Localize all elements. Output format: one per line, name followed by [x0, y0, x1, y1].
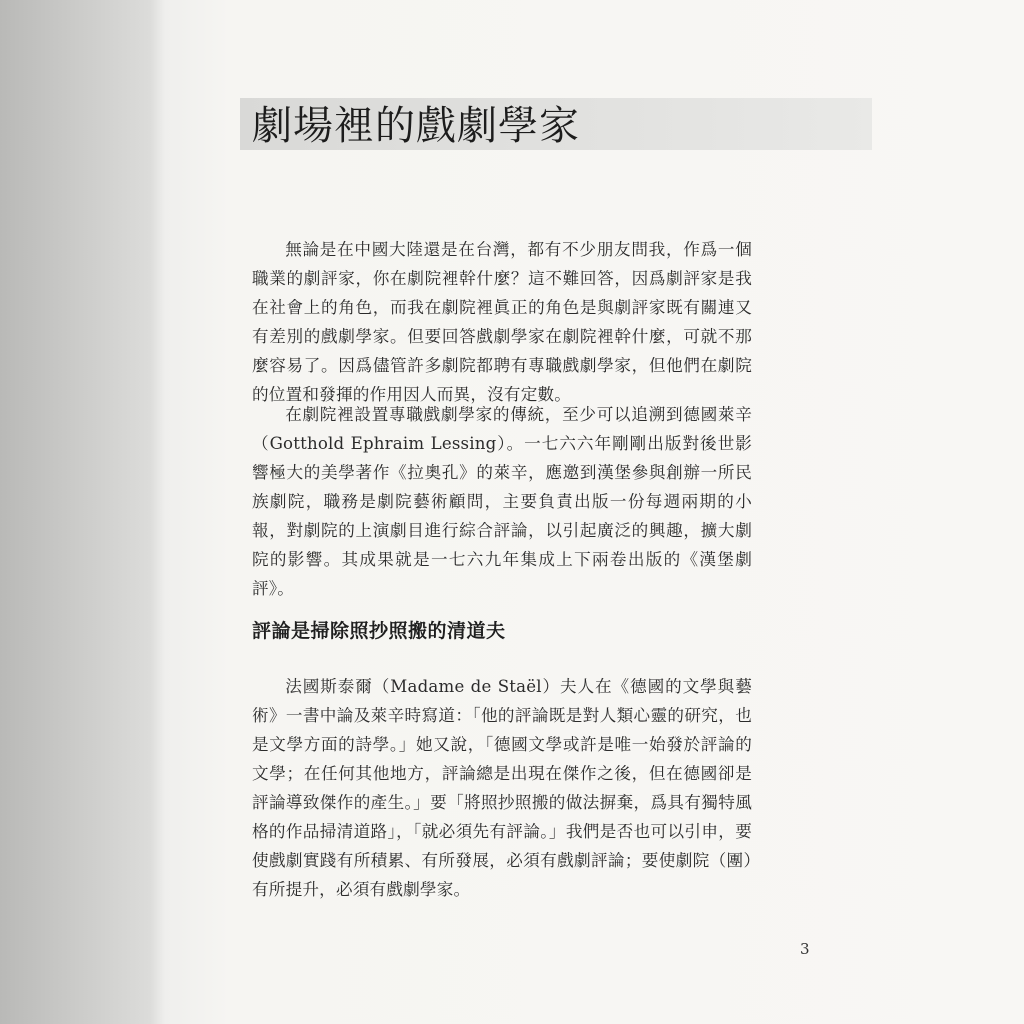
page-number: 3 — [800, 940, 810, 958]
paragraph-2: 在劇院裡設置專職戲劇學家的傳統，至少可以追溯到德國萊辛（Gotthold Ephraim Lessing）。一七六六年剛剛出版對後世影響極大的美學著作《拉奧孔》的萊辛，應邀到漢堡參與創辦一所民族劇院，職務是劇院藝術顧問，主要負責出版一份每週兩期的小報，對劇院的上演劇目進行綜合評論，以引起廣泛的興趣，擴大劇院的影響。其成果就是一七六九年集成上下兩卷出版的《漢堡劇評》。 — [252, 405, 752, 598]
section-paragraph: 法國斯泰爾（Madame de Staël）夫人在《德國的文學與藝術》一書中論及萊辛時寫道：「他的評論既是對人類心靈的研究，也是文學方面的詩學。」她又說，「德國文學或許是唯一始發於評論的文學；在任何其他地方，評論總是出現在傑作之後，但在德國卻是評論導致傑作的產生。」要「將照抄照搬的做法摒棄，爲具有獨特風格的作品掃清道路」，「就必須先有評論。」我們是否也可以引申，要使戲劇實踐有所積累、有所發展，必須有戲劇評論；要使劇院（團）有所提升，必須有戲劇學家。 — [252, 677, 752, 899]
paragraph-1: 無論是在中國大陸還是在台灣，都有不少朋友問我，作爲一個職業的劇評家，你在劇院裡幹什麼？這不難回答，因爲劇評家是我在社會上的角色，而我在劇院裡眞正的角色是與劇評家既有關連又有差別的戲劇學家。但要回答戲劇學家在劇院裡幹什麼，可就不那麼容易了。因爲儘管許多劇院都聘有專職戲劇學家，但他們在劇院的位置和發揮的作用因人而異，沒有定數。 — [252, 240, 752, 404]
chapter-title: 劇場裡的戲劇學家 — [252, 103, 580, 149]
section-heading: 評論是掃除照抄照搬的清道夫 — [252, 620, 506, 642]
